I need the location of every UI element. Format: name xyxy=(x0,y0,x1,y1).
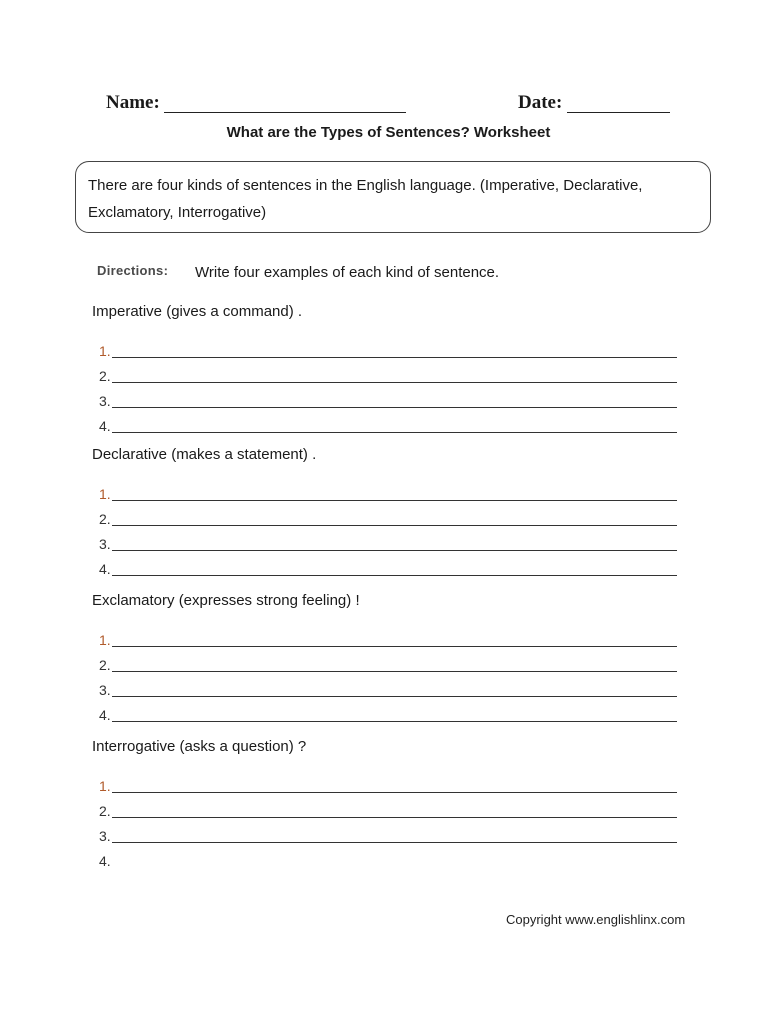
item-number: 4. xyxy=(99,418,111,434)
item-number: 2. xyxy=(99,803,111,819)
intro-text: There are four kinds of sentences in the English language. (Imperative, Declarative, Exclamatory, Interrogative) xyxy=(88,177,643,221)
answer-line[interactable] xyxy=(112,357,677,358)
item-number: 4. xyxy=(99,853,111,869)
item-number: 3. xyxy=(99,682,111,698)
item-number: 2. xyxy=(99,657,111,673)
answer-line[interactable] xyxy=(112,500,677,501)
item-number: 1. xyxy=(99,486,111,502)
item-number: 3. xyxy=(99,828,111,844)
answer-line[interactable] xyxy=(112,382,677,383)
answer-line[interactable] xyxy=(112,721,677,722)
item-number: 4. xyxy=(99,561,111,577)
answer-line[interactable] xyxy=(112,842,677,843)
date-blank-line[interactable] xyxy=(567,112,670,113)
item-number: 1. xyxy=(99,632,111,648)
section-heading-interrogative: Interrogative (asks a question) ? xyxy=(92,738,307,755)
section-heading-declarative: Declarative (makes a statement) . xyxy=(92,446,317,463)
answer-line[interactable] xyxy=(112,817,677,818)
section-heading-exclamatory: Exclamatory (expresses strong feeling) ! xyxy=(92,592,360,609)
answer-line[interactable] xyxy=(112,696,677,697)
item-number: 1. xyxy=(99,343,111,359)
copyright-text: Copyright www.englishlinx.com xyxy=(506,912,686,927)
answer-line[interactable] xyxy=(112,792,677,793)
answer-line[interactable] xyxy=(112,407,677,408)
name-label: Name: xyxy=(106,92,160,113)
intro-box xyxy=(75,161,711,233)
section-heading-imperative: Imperative (gives a command) . xyxy=(92,303,303,320)
item-number: 2. xyxy=(99,368,111,384)
item-number: 1. xyxy=(99,778,111,794)
worksheet-title: What are the Types of Sentences? Worksheet xyxy=(226,124,551,141)
answer-line[interactable] xyxy=(112,671,677,672)
item-number: 3. xyxy=(99,393,111,409)
answer-line[interactable] xyxy=(112,525,677,526)
answer-line[interactable] xyxy=(112,550,677,551)
item-number: 3. xyxy=(99,536,111,552)
directions-text: Write four examples of each kind of sentence. xyxy=(195,264,500,281)
answer-line[interactable] xyxy=(112,646,677,647)
answer-line[interactable] xyxy=(112,432,677,433)
directions-label: Directions: xyxy=(97,263,169,278)
item-number: 4. xyxy=(99,707,111,723)
name-blank-line[interactable] xyxy=(164,112,406,113)
answer-line[interactable] xyxy=(112,575,677,576)
item-number: 2. xyxy=(99,511,111,527)
date-label: Date: xyxy=(518,92,563,113)
